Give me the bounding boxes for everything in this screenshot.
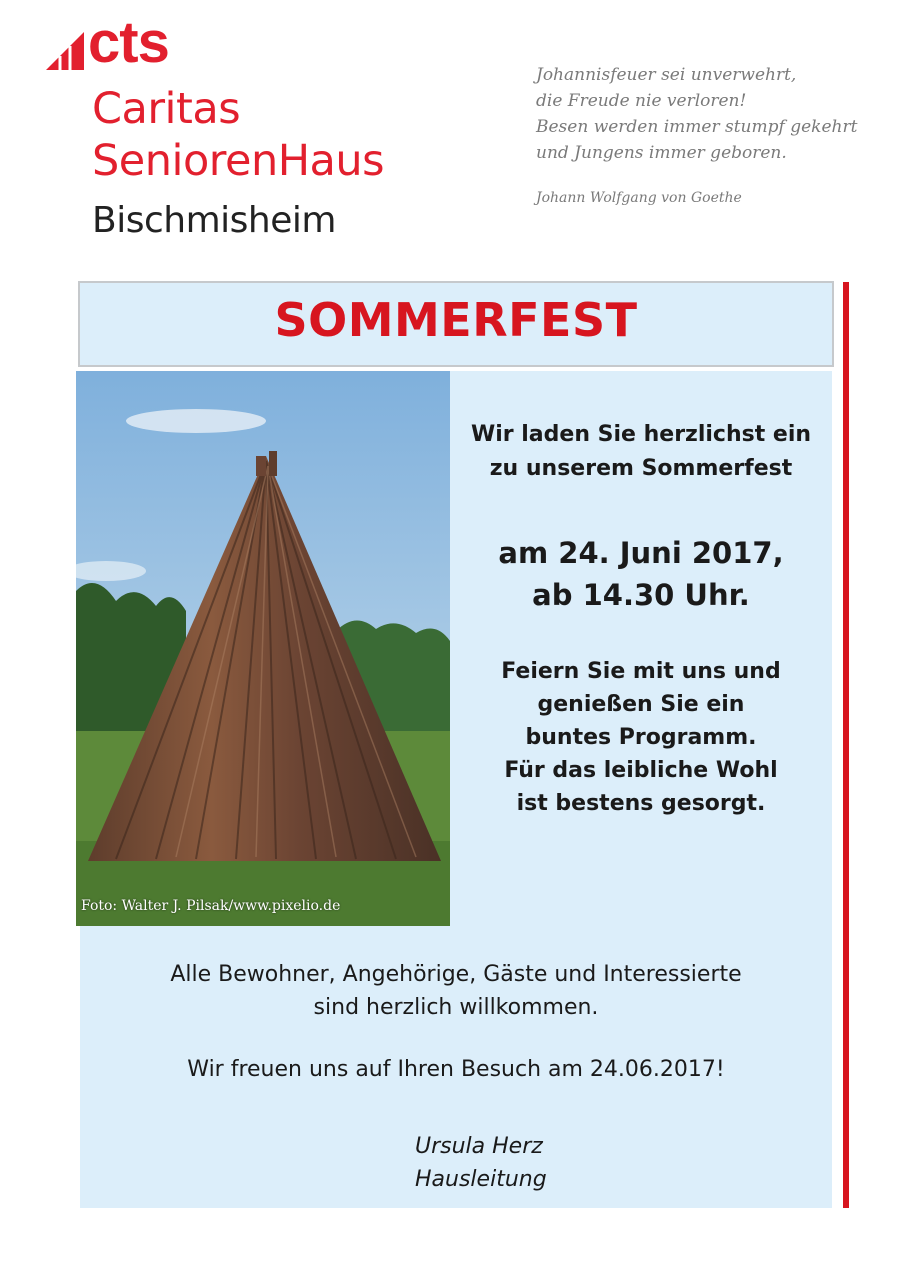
logo-line-seniorenhaus: SeniorenHaus xyxy=(92,136,385,186)
accent-bar xyxy=(843,282,849,1208)
celebrate-line: Feiern Sie mit uns und xyxy=(501,659,781,684)
quote-author: Johann Wolfgang von Goethe xyxy=(536,190,742,206)
quote-line: und Jungens immer geboren. xyxy=(536,143,787,163)
time-line: ab 14.30 Uhr. xyxy=(532,578,750,612)
signature-name: Ursula Herz xyxy=(415,1134,543,1159)
invitation-line: Wir laden Sie herzlichst ein xyxy=(470,422,812,447)
celebrate-line: buntes Programm. xyxy=(525,725,757,750)
date-line: am 24. Juni 2017, xyxy=(498,536,784,570)
goethe-quote xyxy=(536,62,876,166)
look-forward-text: Wir freuen uns auf Ihren Besuch am 24.06.2017! xyxy=(187,1057,725,1082)
event-date xyxy=(452,532,830,616)
invitation-text xyxy=(452,418,830,486)
quote-line: Besen werden immer stumpf gekehrt xyxy=(536,117,858,137)
cts-triangle-icon xyxy=(46,32,86,72)
invitation-line: zu unserem Sommerfest xyxy=(489,456,793,481)
celebrate-text xyxy=(452,655,830,820)
welcome-line: Alle Bewohner, Angehörige, Gäste und Interessierte xyxy=(170,962,742,987)
logo-brand: cts xyxy=(88,10,169,75)
celebrate-line: ist bestens gesorgt. xyxy=(516,791,766,816)
welcome-text xyxy=(80,958,832,1024)
title-box xyxy=(78,281,834,367)
signature xyxy=(415,1130,547,1196)
page-title: SOMMERFEST xyxy=(274,293,638,347)
celebrate-line: genießen Sie ein xyxy=(537,692,745,717)
celebrate-line: Für das leibliche Wohl xyxy=(504,758,778,783)
quote-line: Johannisfeuer sei unverwehrt, xyxy=(536,65,797,85)
signature-role: Hausleitung xyxy=(415,1167,547,1192)
logo-place: Bischmisheim xyxy=(92,200,336,241)
logo-line-caritas: Caritas xyxy=(92,84,241,134)
quote-line: die Freude nie verloren! xyxy=(536,91,747,111)
bonfire-woodpile-image xyxy=(76,371,450,926)
photo-credit: Foto: Walter J. Pilsak/www.pixelio.de xyxy=(81,898,341,914)
welcome-line: sind herzlich willkommen. xyxy=(313,995,599,1020)
